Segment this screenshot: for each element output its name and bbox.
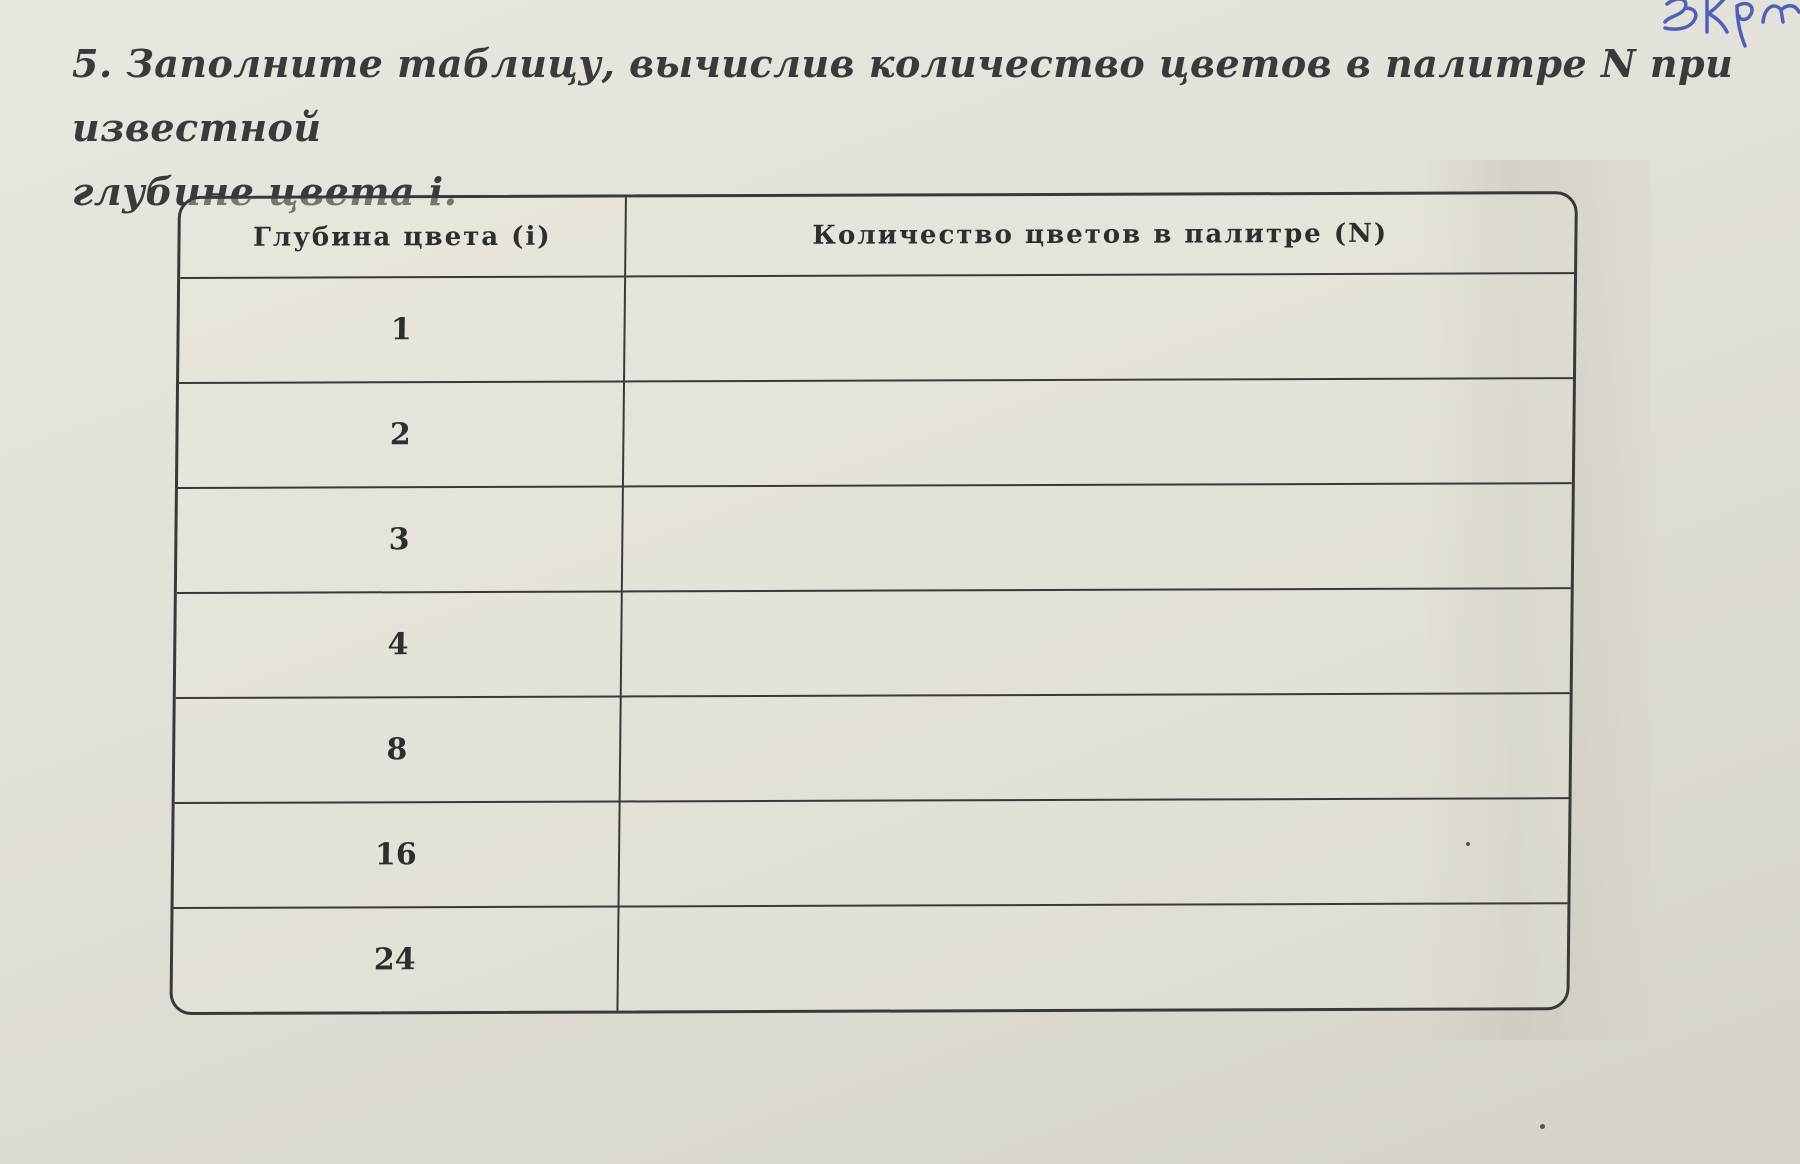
task-line-1: 5. Заполните таблицу, вычислив количество цветов в палитре N при известной: [72, 41, 1734, 150]
table-row: [177, 484, 1572, 594]
depth-cell: 2: [178, 382, 625, 489]
palette-answer-cell[interactable]: [621, 589, 1571, 697]
table-row: [175, 694, 1570, 804]
depth-cell: 3: [177, 487, 624, 594]
palette-answer-cell[interactable]: [625, 274, 1575, 382]
depth-cell: 16: [174, 802, 621, 909]
table-row: [176, 589, 1571, 699]
header-color-depth: Глубина цвета (i): [180, 197, 626, 279]
palette-answer-cell[interactable]: [622, 484, 1572, 592]
palette-answer-cell[interactable]: [620, 694, 1570, 802]
palette-answer-cell[interactable]: [623, 379, 1573, 487]
header-palette-count: Количество цветов в палитре (N): [626, 194, 1575, 277]
depth-cell: 24: [172, 907, 619, 1012]
depth-cell: 8: [175, 697, 622, 804]
table-row: [174, 799, 1569, 909]
color-depth-table: [169, 191, 1577, 1015]
color-depth-table-wrapper: [170, 191, 1578, 1006]
palette-answer-cell[interactable]: [619, 799, 1569, 907]
table-header-row: [180, 194, 1575, 279]
palette-answer-cell[interactable]: [618, 904, 1567, 1010]
table-row: [178, 379, 1573, 489]
depth-cell: 4: [176, 592, 623, 699]
paper-speck: [1540, 1124, 1545, 1129]
paper-speck: [1466, 842, 1470, 846]
task-line-2: глубине цвета i.: [72, 169, 458, 214]
table-row: [179, 274, 1574, 384]
depth-cell: 1: [179, 277, 626, 384]
table-row: [172, 904, 1567, 1012]
